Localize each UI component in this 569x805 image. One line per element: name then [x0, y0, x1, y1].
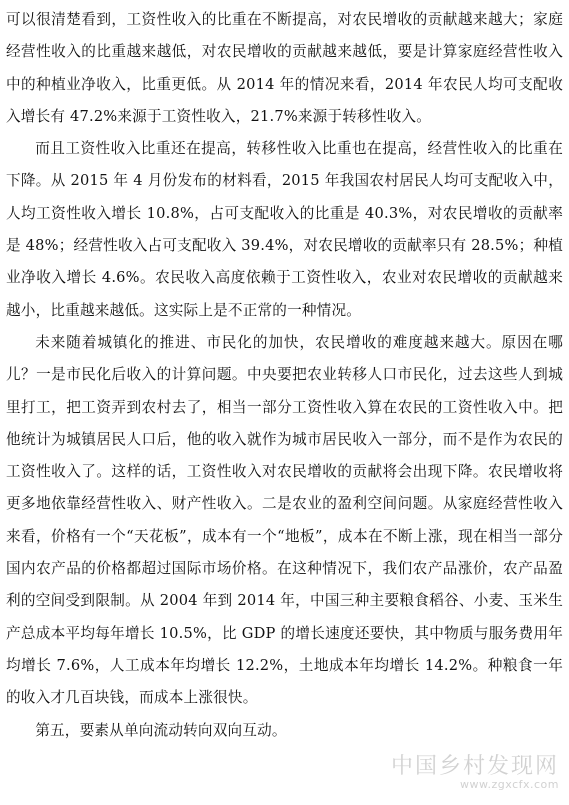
paragraph-3: 未来随着城镇化的推进、市民化的加快，农民增收的难度越来越大。原因在哪儿？一是市民化后收入的计算问题。中央要把农业转移人口市民化，过去这些人到城里打工，把工资弄到农村去了，相当一部分工资性收入算在农民的工资性收入中。把他统计为城镇居民人口后，他的收入就作为城市居民收入一部分，而不是作为农民的工资性收入了。这样的话，工资性收入对农民增收的贡献将会出现下降。农民增收将更多地依靠经营性收入、财产性收入。二是农业的盈利空间问题。从家庭经营性收入来看，价格有一个“天花板”，成本有一个“地板”，成本在不断上涨，现在相当一部分国内农产品的价格都超过国际市场价格。在这种情况下，我们农产品涨价，农产品盈利的空间受到限制。从 2004 年到 2014 年，中国三种主要粮食稻谷、小麦、玉米生产总成本平均每年增长 10.5%，比 GDP 的增长速度还要快，其中物质与服务费用年均增长 7.6%，人工成本年均增长 12.2%，土地成本年均增长 14.2%。种粮食一年的收入才几百块钱，而成本上涨很快。 [6, 333, 563, 707]
site-watermark [391, 755, 559, 791]
watermark-url: www.zgxcfx.com [460, 777, 559, 791]
watermark-site-name: 中国乡村发现网 [390, 753, 559, 779]
paragraph-2: 而且工资性收入比重还在提高，转移性收入比重也在提高，经营性收入的比重在下降。从 2015 年 4 月份发布的材料看，2015 年我国农村居民人均可支配收入中，人均工资性收入增长 10.8%，占可支配收入的比重是 40.3%，对农民增收的贡献率是 48%；经营性收入占可支配收入 39.4%，对农民增收的贡献率只有 28.5%；种植业净收入增长 4.6%。农民收入高度依赖于工资性收入，农业对农民增收的贡献越来越小，比重越来越低。这实际上是不正常的一种情况。 [6, 140, 563, 319]
document-body [6, 4, 563, 747]
paragraph-4: 第五，要素从单向流动转向双向互动。 [35, 721, 287, 739]
paragraph-1: 可以很清楚看到，工资性收入的比重在不断提高，对农民增收的贡献越来越大；家庭经营性收入的比重越来越低，对农民增收的贡献越来越低，要是计算家庭经营性收入中的种植业净收入，比重更低。从 2014 年的情况来看，2014 年农民人均可支配收入增长有 47.2%来源于工资性收入，21.7%来源于转移性收入。 [6, 11, 563, 125]
